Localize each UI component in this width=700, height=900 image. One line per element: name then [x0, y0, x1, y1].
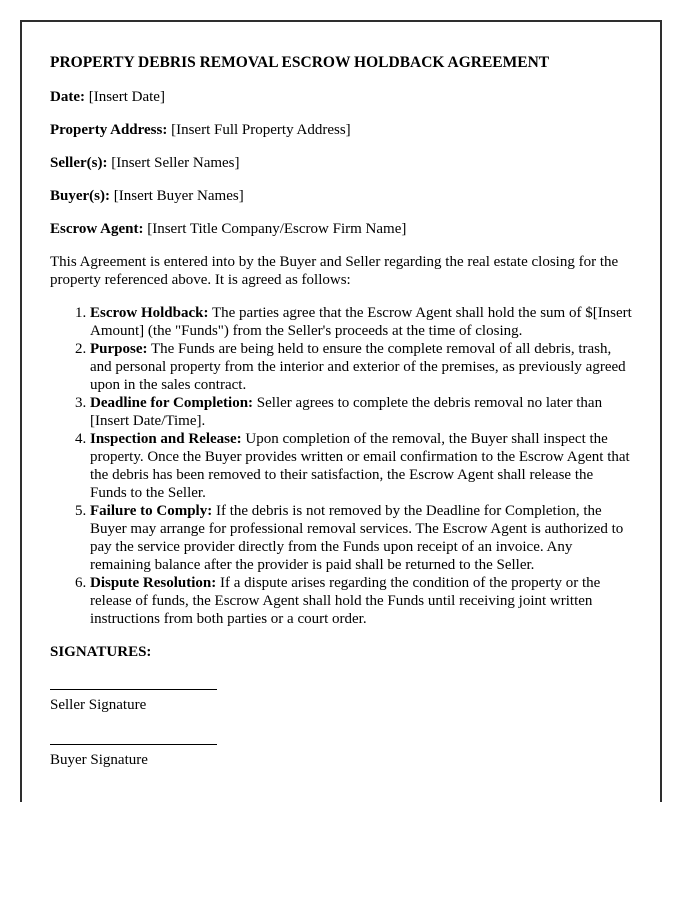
clause-label: Purpose: [90, 340, 148, 357]
field-value: [Insert Buyer Names] [113, 187, 244, 204]
field-value: [Insert Full Property Address] [171, 121, 351, 138]
field-label: Date: [50, 88, 85, 105]
buyer-signature-label: Buyer Signature [50, 751, 148, 768]
clause-label: Inspection and Release: [90, 430, 242, 447]
signature-block-buyer [50, 744, 632, 769]
field-value: [Insert Seller Names] [111, 154, 240, 171]
clause-label: Escrow Holdback: [90, 304, 209, 321]
clause-item-dispute-resolution [90, 574, 632, 628]
field-row-escrow-agent [50, 220, 632, 238]
clause-item-failure-to-comply [90, 502, 632, 574]
clause-text: If the debris is not removed by the Deadline for Completion, the Buyer may arrange for professional removal services. The Escrow Agent is authorized to pay the service provider directly from the Funds upon receipt of an invoice. Any remaining balance after the provider is paid shall be returned to the Seller. [90, 502, 624, 573]
clause-label: Failure to Comply: [90, 502, 213, 519]
clause-text: If a dispute arises regarding the condition of the property or the release of funds, the Escrow Agent shall hold the Funds until receiving joint written instructions from both parties or a court order. [90, 574, 601, 627]
clause-label: Dispute Resolution: [90, 574, 217, 591]
field-label: Seller(s): [50, 154, 108, 171]
field-value: [Insert Title Company/Escrow Firm Name] [147, 220, 407, 237]
seller-signature-label: Seller Signature [50, 696, 147, 713]
clause-item-escrow-holdback [90, 304, 632, 340]
field-row-sellers [50, 154, 632, 172]
signatures-heading: SIGNATURES: [50, 643, 152, 660]
intro-paragraph: This Agreement is entered into by the Buyer and Seller regarding the real estate closing for the property referenced above. It is agreed as follows: [50, 253, 619, 288]
clause-text: The parties agree that the Escrow Agent shall hold the sum of $[Insert Amount] (the "Funds") from the Seller's proceeds at the time of closing. [90, 304, 632, 339]
page-title: PROPERTY DEBRIS REMOVAL ESCROW HOLDBACK AGREEMENT [50, 54, 550, 71]
field-label: Escrow Agent: [50, 220, 144, 237]
clause-text: Seller agrees to complete the debris removal no later than [Insert Date/Time]. [90, 394, 603, 429]
clause-item-inspection-release [90, 430, 632, 502]
field-label: Buyer(s): [50, 187, 110, 204]
clauses-list [50, 304, 632, 628]
field-value: [Insert Date] [88, 88, 165, 105]
field-row-date [50, 88, 632, 106]
seller-signature-line [50, 689, 217, 690]
clause-label: Deadline for Completion: [90, 394, 254, 411]
clause-item-deadline [90, 394, 632, 430]
clause-text: The Funds are being held to ensure the complete removal of all debris, trash, and personal property from the interior and exterior of the premises, as previously agreed upon in the sales contract. [90, 340, 626, 393]
clause-text: Upon completion of the removal, the Buyer shall inspect the property. Once the Buyer provides written or email confirmation to the Escrow Agent that the debris has been removed to their satisfaction, the Escrow Agent shall release the Funds to the Seller. [90, 430, 630, 501]
document-box [20, 20, 662, 802]
buyer-signature-line [50, 744, 217, 745]
field-label: Property Address: [50, 121, 168, 138]
field-row-buyers [50, 187, 632, 205]
signature-block-seller [50, 689, 632, 714]
field-row-property-address [50, 121, 632, 139]
clause-item-purpose [90, 340, 632, 394]
